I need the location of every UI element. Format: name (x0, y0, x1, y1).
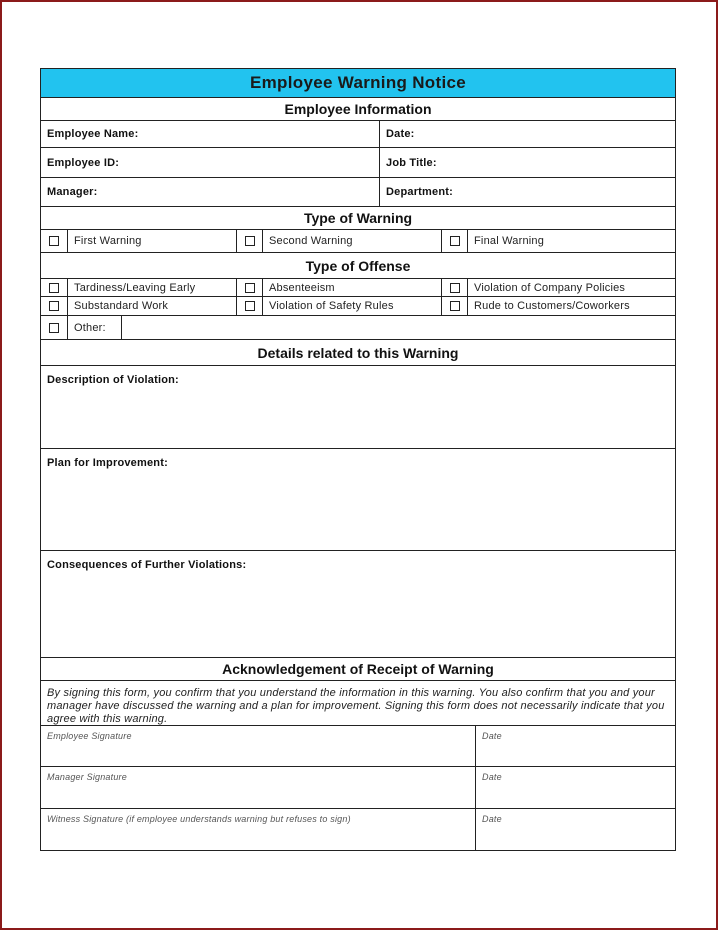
offense-type-heading-row (41, 252, 675, 278)
employee-signature-date[interactable]: Date (475, 726, 675, 766)
manager-field[interactable]: Manager: (47, 186, 98, 198)
description-field[interactable]: Description of Violation: (47, 374, 179, 386)
title-row (41, 69, 675, 97)
checkbox-rude-customers[interactable] (441, 297, 467, 315)
checkbox-icon (245, 301, 255, 311)
employee-name-field[interactable]: Employee Name: (47, 128, 139, 140)
offense-type-heading: Type of Offense (305, 257, 411, 274)
ack-heading-row (41, 657, 675, 680)
witness-signature-date[interactable]: Date (475, 809, 675, 850)
employee-id-field[interactable]: Employee ID: (47, 156, 120, 169)
checkbox-icon (450, 236, 460, 246)
final-warning-label: Final Warning (467, 230, 675, 252)
employee-info-heading-row (41, 97, 675, 120)
checkbox-absenteeism[interactable] (236, 279, 262, 296)
employee-id-row (41, 147, 675, 177)
details-heading-row (41, 339, 675, 365)
employee-name-row (41, 120, 675, 147)
other-label: Other: (67, 316, 121, 339)
checkbox-first-warning[interactable] (41, 230, 67, 252)
checkbox-icon (245, 236, 255, 246)
warning-type-row (41, 229, 675, 252)
checkbox-icon (49, 236, 59, 246)
checkbox-icon (245, 283, 255, 293)
details-heading: Details related to this Warning (257, 344, 459, 361)
absenteeism-label: Absenteeism (262, 279, 441, 296)
checkbox-final-warning[interactable] (441, 230, 467, 252)
offense-row-2 (41, 296, 675, 315)
ack-heading: Acknowledgement of Receipt of Warning (222, 661, 494, 677)
checkbox-safety-rules[interactable] (236, 297, 262, 315)
description-row (41, 365, 675, 448)
date-field[interactable]: Date: (379, 121, 675, 147)
policy-violation-label: Violation of Company Policies (467, 279, 675, 296)
warning-form (40, 68, 676, 851)
checkbox-second-warning[interactable] (236, 230, 262, 252)
ack-text-row (41, 680, 675, 725)
plan-field[interactable]: Plan for Improvement: (47, 457, 168, 469)
manager-signature-date[interactable]: Date (475, 767, 675, 808)
offense-row-1 (41, 278, 675, 296)
department-field[interactable]: Department: (379, 178, 675, 206)
second-warning-label: Second Warning (262, 230, 441, 252)
employee-info-heading: Employee Information (284, 101, 432, 117)
safety-rules-label: Violation of Safety Rules (262, 297, 441, 315)
checkbox-other[interactable] (41, 316, 67, 339)
checkbox-policy-violation[interactable] (441, 279, 467, 296)
plan-row (41, 448, 675, 550)
first-warning-label: First Warning (67, 230, 236, 252)
checkbox-substandard-work[interactable] (41, 297, 67, 315)
checkbox-icon (49, 323, 59, 333)
manager-signature-field[interactable]: Manager Signature (47, 772, 127, 782)
witness-signature-field[interactable]: Witness Signature (if employee understands warning but refuses to sign) (47, 814, 351, 824)
manager-signature-row (41, 766, 675, 808)
witness-signature-row (41, 808, 675, 850)
other-input[interactable] (121, 316, 675, 339)
checkbox-tardiness[interactable] (41, 279, 67, 296)
checkbox-icon (450, 283, 460, 293)
consequences-row (41, 550, 675, 657)
form-title: Employee Warning Notice (41, 69, 675, 97)
rude-customers-label: Rude to Customers/Coworkers (467, 297, 675, 315)
substandard-work-label: Substandard Work (67, 297, 236, 315)
tardiness-label: Tardiness/Leaving Early (67, 279, 236, 296)
offense-other-row (41, 315, 675, 339)
employee-signature-field[interactable]: Employee Signature (47, 731, 132, 741)
manager-row (41, 177, 675, 206)
checkbox-icon (49, 283, 59, 293)
warning-type-heading-row (41, 206, 675, 229)
checkbox-icon (450, 301, 460, 311)
warning-type-heading: Type of Warning (303, 210, 413, 226)
ack-text: By signing this form, you confirm that you understand the information in this warning. You also confirm that you and your manager have discussed the warning and a plan for improvement. Signing this form does not necessarily indicate that you agree with this warning. (47, 687, 665, 725)
checkbox-icon (49, 301, 59, 311)
consequences-field[interactable]: Consequences of Further Violations: (47, 559, 247, 571)
job-title-field[interactable]: Job Title: (379, 148, 675, 177)
employee-signature-row (41, 725, 675, 766)
